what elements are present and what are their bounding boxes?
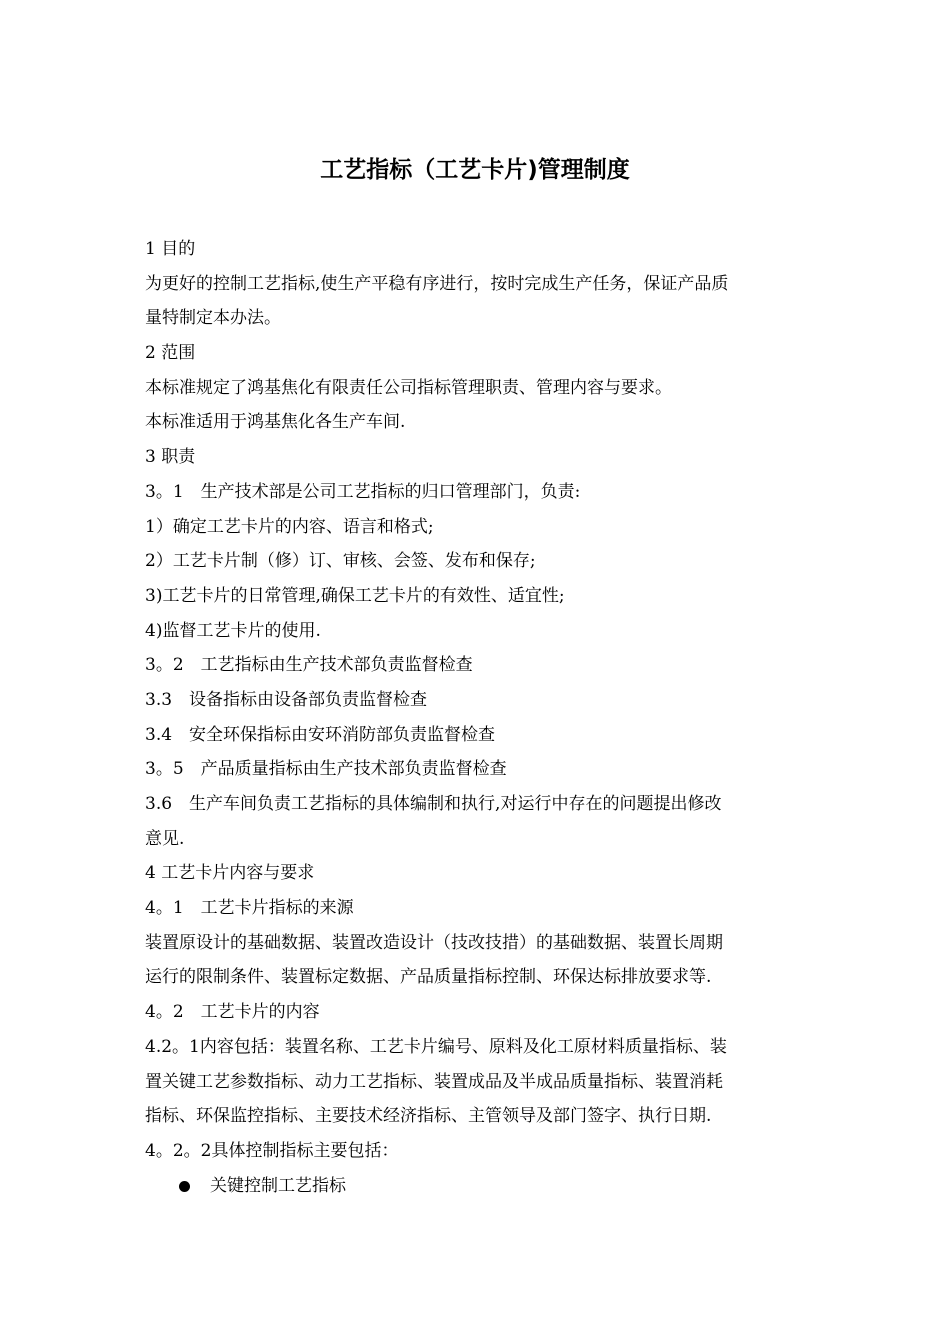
paragraph-line: 量特制定本办法。	[145, 308, 281, 329]
list-item: 2）工艺卡片制（修）订、审核、会签、发布和保存;	[145, 551, 536, 572]
section-heading: 4 工艺卡片内容与要求	[145, 863, 315, 884]
bullet-dot-icon	[179, 1181, 190, 1192]
paragraph-line: 4。2 工艺卡片的内容	[145, 1002, 320, 1023]
paragraph-line: 意见.	[145, 828, 185, 849]
paragraph-line: 3。2 工艺指标由生产技术部负责监督检查	[145, 655, 473, 676]
list-item: 4)监督工艺卡片的使用.	[145, 620, 321, 641]
bullet-item	[145, 1169, 815, 1204]
paragraph-line: 3.6 生产车间负责工艺指标的具体编制和执行,对运行中存在的问题提出修改	[145, 794, 722, 814]
section-heading: 1 目的	[145, 239, 196, 259]
paragraph-line: 本标准适用于鸿基焦化各生产车间.	[145, 412, 406, 433]
paragraph-line: 3.3 设备指标由设备部负责监督检查	[145, 689, 428, 710]
paragraph-line: 本标准规定了鸿基焦化有限责任公司指标管理职责、管理内容与要求。	[145, 377, 672, 398]
paragraph-line: 运行的限制条件、装置标定数据、产品质量指标控制、环保达标排放要求等.	[145, 967, 712, 988]
paragraph-line: 3。5 产品质量指标由生产技术部负责监督检查	[145, 759, 507, 780]
paragraph-line: 3。1 生产技术部是公司工艺指标的归口管理部门，负责:	[145, 481, 581, 502]
section-heading: 2 范围	[145, 343, 196, 364]
paragraph-line: 装置原设计的基础数据、装置改造设计（技改技措）的基础数据、装置长周期	[145, 932, 723, 953]
document-body	[145, 232, 815, 1203]
document-title: 工艺指标（工艺卡片)管理制度	[320, 157, 630, 183]
paragraph-line: 4。1 工艺卡片指标的来源	[145, 898, 354, 919]
paragraph-line: 为更好的控制工艺指标,使生产平稳有序进行，按时完成生产任务，保证产品质	[145, 273, 729, 294]
bullet-item-label: 关键控制工艺指标	[210, 1175, 346, 1196]
list-item: 1）确定工艺卡片的内容、语言和格式;	[145, 516, 434, 537]
list-item: 3)工艺卡片的日常管理,确保工艺卡片的有效性、适宜性;	[145, 585, 565, 606]
paragraph-line: 3.4 安全环保指标由安环消防部负责监督检查	[145, 724, 496, 745]
paragraph-line: 指标、环保监控指标、主要技术经济指标、主管领导及部门签字、执行日期.	[145, 1106, 712, 1127]
section-heading: 3 职责	[145, 447, 196, 468]
paragraph-line: 置关键工艺参数指标、动力工艺指标、装置成品及半成品质量指标、装置消耗	[145, 1071, 723, 1092]
paragraph-line: 4。2。2具体控制指标主要包括：	[145, 1140, 399, 1161]
paragraph-line: 4.2。1内容包括：装置名称、工艺卡片编号、原料及化工原材料质量指标、装	[145, 1036, 727, 1057]
